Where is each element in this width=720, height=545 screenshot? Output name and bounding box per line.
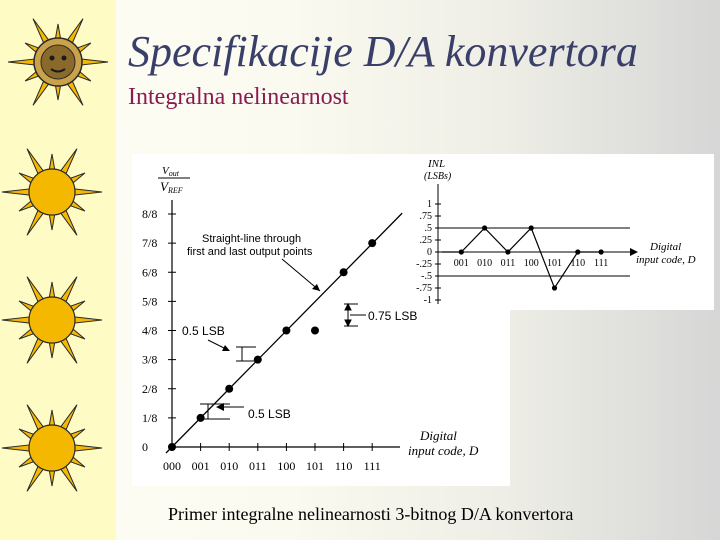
y-tick-label: 1/8 [142, 410, 158, 425]
inl-axis-title-line1: INL [428, 158, 446, 170]
y-tick-label: 5/8 [142, 294, 158, 309]
y-tick-label: 3/8 [142, 352, 158, 367]
y-tick-label: 7/8 [142, 236, 158, 251]
line-note-2: first and last output points [187, 246, 313, 258]
inl-data-point [482, 225, 487, 230]
lsb-right-bracket [344, 304, 366, 326]
svg-text:VREF: VREF [160, 179, 183, 195]
inl-x-tick-label: 111 [593, 258, 609, 269]
inl-data-point [552, 285, 557, 290]
y-tick-label: 2/8 [142, 381, 158, 396]
inl-y-tick-label: 0 [427, 247, 432, 258]
sun-icon [8, 19, 108, 106]
inl-chart-svg [418, 154, 714, 310]
figure-caption: Primer integralne nelinearnosti 3-bitnog D/A konvertora [168, 504, 574, 524]
line-note-arrow [282, 259, 320, 291]
data-point [368, 239, 376, 247]
sun-icon [2, 277, 102, 364]
x-tick-label: 101 [306, 459, 324, 473]
inl-x-tick-label: 100 [523, 258, 539, 269]
inl-chart [418, 154, 714, 310]
svg-text:Vout: Vout [162, 165, 179, 178]
inl-axis-title-line2: (LSBs) [424, 171, 452, 182]
x-tick-label: 110 [334, 459, 353, 473]
lsb-right-label: 0.75 LSB [368, 309, 418, 323]
inl-x-tick-label: 010 [477, 258, 493, 269]
inl-x-tick-label: 101 [547, 258, 562, 269]
inl-y-tick-label: .75 [419, 211, 432, 222]
x-tick-label: 011 [249, 459, 267, 473]
inl-x-tick-label: 001 [453, 258, 469, 269]
vout-label [158, 165, 190, 195]
inl-y-tick-label: -.25 [416, 259, 432, 270]
lsb-bottom-bracket [200, 404, 230, 419]
line-note-1: Straight-line through [202, 233, 302, 245]
data-point [197, 414, 205, 422]
y-tick-label: 6/8 [142, 265, 158, 280]
lsb-left-label: 0.5 LSB [182, 324, 225, 338]
inl-x-tick-label: 110 [570, 258, 586, 269]
x-tick-label: 010 [220, 459, 239, 473]
data-point [282, 327, 290, 335]
data-point [311, 327, 319, 335]
data-point [225, 385, 233, 393]
inl-x-axis-title-line2: input code, D [636, 254, 696, 266]
lsb-bottom-label: 0.5 LSB [248, 407, 291, 421]
inl-y-tick-label: 1 [427, 199, 432, 210]
data-point [254, 356, 262, 364]
x-tick-label: 100 [277, 459, 296, 473]
data-point [168, 443, 176, 451]
inl-y-tick-label: .25 [419, 235, 432, 246]
data-point [340, 268, 348, 276]
sun-icon [2, 405, 102, 492]
inl-y-tick-label: -.75 [416, 283, 432, 294]
inl-y-tick-label: -.5 [421, 271, 432, 282]
y-tick-label: 8/8 [142, 207, 158, 221]
sun-icon [2, 149, 102, 236]
x-axis-title-line1: Digital [420, 428, 457, 443]
inl-x-tick-label: 011 [500, 258, 516, 269]
sun-column [0, 0, 116, 540]
y-tick-label: 0 [142, 440, 148, 454]
inl-y-tick-label: .5 [424, 223, 432, 234]
inl-y-tick-label: -1 [423, 295, 432, 306]
slide-subtitle: Integralna nelinearnost [128, 84, 349, 110]
inl-x-axis-title-line1: Digital [650, 241, 682, 253]
slide-title: Specifikacije D/A konvertora [128, 27, 638, 76]
left-decor-band [0, 0, 116, 540]
x-tick-label: 001 [191, 459, 210, 473]
x-tick-label: 111 [363, 459, 381, 473]
inl-data-point [599, 249, 604, 254]
lsb-left-bracket [236, 347, 256, 361]
inl-data-point [575, 249, 580, 254]
x-axis-title-line2: input code, D [408, 443, 479, 458]
inl-data-point [459, 249, 464, 254]
x-tick-label: 000 [163, 459, 181, 473]
y-tick-label: 4/8 [142, 323, 158, 338]
inl-data-point [529, 225, 534, 230]
inl-data-point [505, 249, 510, 254]
